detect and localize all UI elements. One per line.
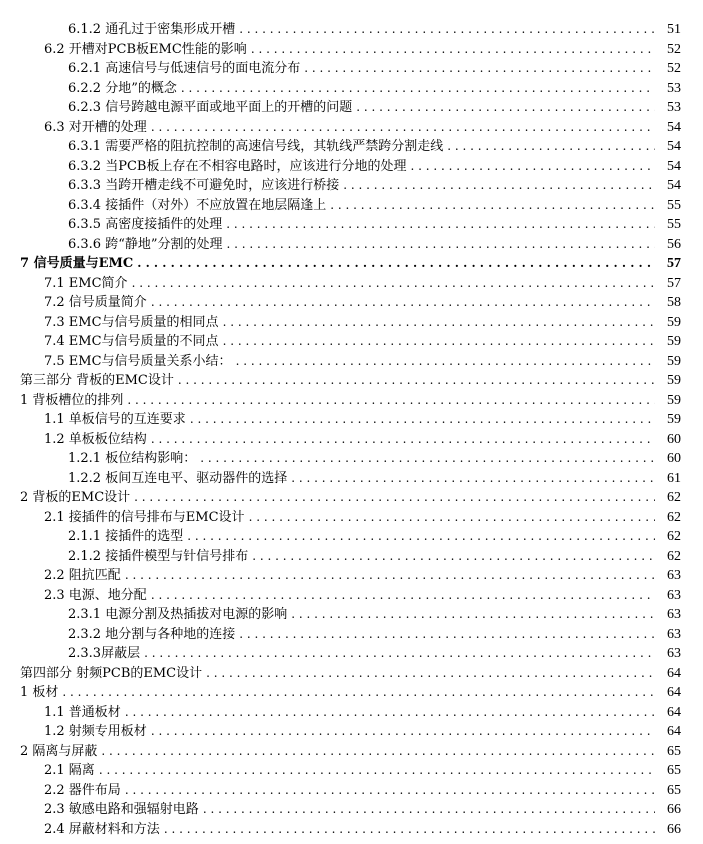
toc-entry-page: 51 xyxy=(667,22,681,37)
dot-leader xyxy=(164,820,655,840)
toc-entry-page: 60 xyxy=(667,431,681,447)
toc-entry-page: 59 xyxy=(667,412,681,427)
toc-entry-page: 63 xyxy=(667,568,681,583)
dot-leader xyxy=(132,274,655,294)
toc-entry[interactable] xyxy=(0,235,703,255)
dot-leader xyxy=(223,313,655,333)
toc-entry[interactable] xyxy=(0,527,703,547)
toc-entry-title: 7.1 EMC简介 xyxy=(0,274,132,294)
toc-entry-page: 60 xyxy=(667,451,681,466)
toc-entry[interactable] xyxy=(0,410,703,430)
dot-leader xyxy=(343,176,655,196)
dot-leader xyxy=(151,293,655,313)
toc-entry-page: 62 xyxy=(667,548,681,564)
toc-entry[interactable] xyxy=(0,449,703,469)
toc-entry-title: 1.2 单板板位结构 xyxy=(0,430,151,450)
toc-entry[interactable] xyxy=(0,586,703,606)
toc-entry-title: 第四部分 射频PCB的EMC设计 xyxy=(0,664,206,684)
toc-entry-title: 2.1 接插件的信号排布与EMC设计 xyxy=(0,508,249,528)
toc-entry-page: 62 xyxy=(667,490,681,505)
toc-entry-title: 1.2.1 板位结构影响： xyxy=(0,449,200,469)
toc-entry[interactable] xyxy=(0,430,703,450)
dot-leader xyxy=(134,488,655,508)
toc-entry[interactable] xyxy=(0,293,703,313)
dot-leader xyxy=(187,527,655,547)
dot-leader xyxy=(236,352,655,372)
toc-entry-title: 2.4 屏蔽材料和方法 xyxy=(0,820,164,840)
toc-entry-page: 63 xyxy=(667,646,681,661)
toc-entry[interactable] xyxy=(0,215,703,235)
dot-leader xyxy=(144,644,655,664)
toc-entry-page: 55 xyxy=(667,217,681,232)
toc-entry-title: 6.3 对开槽的处理 xyxy=(0,118,151,138)
toc-entry[interactable] xyxy=(0,254,703,274)
toc-entry-title: 2.1 隔离 xyxy=(0,761,99,781)
dot-leader xyxy=(251,40,655,60)
toc-entry-title: 2.3 敏感电路和强辐射电路 xyxy=(0,800,203,820)
toc-entry-page: 54 xyxy=(667,139,681,154)
dot-leader xyxy=(206,664,655,684)
toc-entry-page: 52 xyxy=(667,61,681,76)
dot-leader xyxy=(252,547,655,567)
toc-entry-page: 59 xyxy=(667,392,681,408)
toc-entry[interactable] xyxy=(0,683,703,703)
toc-entry[interactable] xyxy=(0,157,703,177)
toc-entry[interactable] xyxy=(0,781,703,801)
dot-leader xyxy=(226,215,655,235)
dot-leader xyxy=(291,605,655,625)
toc-entry-page: 63 xyxy=(667,587,681,603)
dot-leader xyxy=(239,20,655,40)
toc-entry-page: 66 xyxy=(667,802,681,817)
toc-entry-page: 54 xyxy=(667,178,681,193)
toc-entry-title: 2.3.2 地分割与各种地的连接 xyxy=(0,625,239,645)
toc-entry[interactable] xyxy=(0,118,703,138)
dot-leader xyxy=(137,254,655,274)
dot-leader xyxy=(227,235,655,255)
toc-entry-title: 7.3 EMC与信号质量的相同点 xyxy=(0,313,223,333)
dot-leader xyxy=(410,157,655,177)
toc-entry[interactable] xyxy=(0,59,703,79)
dot-leader xyxy=(249,508,655,528)
toc-entry-page: 63 xyxy=(667,626,681,642)
toc-entry[interactable] xyxy=(0,137,703,157)
dot-leader xyxy=(125,781,655,801)
dot-leader xyxy=(239,625,655,645)
dot-leader xyxy=(447,137,655,157)
dot-leader xyxy=(151,430,655,450)
toc-entry-title: 2.2 器件布局 xyxy=(0,781,125,801)
toc-entry-title: 1.1 普通板材 xyxy=(0,703,125,723)
toc-entry-title: 2 背板的EMC设计 xyxy=(0,488,134,508)
toc-entry-page: 59 xyxy=(667,314,681,330)
dot-leader xyxy=(200,449,655,469)
dot-leader xyxy=(151,722,655,742)
toc-entry-title: 6.2.1 高速信号与低速信号的面电流分布 xyxy=(0,59,304,79)
toc-entry-title: 1.2.2 板间互连电平、驱动器件的选择 xyxy=(0,469,291,489)
toc-entry[interactable] xyxy=(0,40,703,60)
toc-entry-title: 2.3 电源、地分配 xyxy=(0,586,151,606)
toc-entry[interactable] xyxy=(0,332,703,352)
toc-entry-page: 62 xyxy=(667,529,681,544)
dot-leader xyxy=(203,800,655,820)
toc-entry-page: 52 xyxy=(667,41,681,57)
toc-entry-title: 6.3.5 高密度接插件的处理 xyxy=(0,215,226,235)
dot-leader xyxy=(62,683,655,703)
toc-entry-title: 1.1 单板信号的互连要求 xyxy=(0,410,190,430)
dot-leader xyxy=(178,371,655,391)
toc-entry[interactable] xyxy=(0,605,703,625)
toc-entry-page: 53 xyxy=(667,100,681,115)
toc-entry-page: 64 xyxy=(667,665,681,681)
toc-entry-title: 6.3.4 接插件（对外）不应放置在地层隔逢上 xyxy=(0,196,330,216)
toc-entry[interactable] xyxy=(0,469,703,489)
dot-leader xyxy=(125,703,655,723)
toc-entry-title: 2 隔离与屏蔽 xyxy=(0,742,101,762)
dot-leader xyxy=(151,118,655,138)
toc-entry-page: 59 xyxy=(667,334,681,349)
toc-entry[interactable] xyxy=(0,488,703,508)
dot-leader xyxy=(125,566,655,586)
toc-entry[interactable] xyxy=(0,820,703,840)
toc-entry-page: 66 xyxy=(667,821,681,837)
toc-entry[interactable] xyxy=(0,644,703,664)
toc-entry-title: 6.2.3 信号跨越电源平面或地平面上的开槽的问题 xyxy=(0,98,356,118)
toc-entry[interactable] xyxy=(0,176,703,196)
toc-entry-page: 59 xyxy=(667,353,681,369)
toc-entry-title: 6.2 开槽对PCB板EMC性能的影响 xyxy=(0,40,251,60)
dot-leader xyxy=(223,332,655,352)
toc-entry-page: 61 xyxy=(667,470,681,486)
toc-entry[interactable] xyxy=(0,196,703,216)
toc-entry-page: 57 xyxy=(667,275,681,291)
toc-entry[interactable] xyxy=(0,98,703,118)
toc-entry-page: 56 xyxy=(667,236,681,252)
dot-leader xyxy=(291,469,655,489)
dot-leader xyxy=(356,98,655,118)
toc-entry-page: 64 xyxy=(667,724,681,739)
toc-entry-title: 1 板材 xyxy=(0,683,62,703)
toc-entry-page: 62 xyxy=(667,509,681,525)
toc-entry-title: 2.1.2 接插件模型与针信号排布 xyxy=(0,547,252,567)
toc-entry-page: 59 xyxy=(667,373,681,388)
toc-entry[interactable] xyxy=(0,566,703,586)
toc-entry-title: 7 信号质量与EMC xyxy=(0,254,137,274)
toc-entry[interactable] xyxy=(0,625,703,645)
toc-entry-page: 58 xyxy=(667,295,681,310)
toc-entry[interactable] xyxy=(0,703,703,723)
toc-entry[interactable] xyxy=(0,352,703,372)
toc-entry-page: 54 xyxy=(667,119,681,135)
toc-entry-title: 第三部分 背板的EMC设计 xyxy=(0,371,178,391)
toc-entry[interactable] xyxy=(0,761,703,781)
toc-entry[interactable] xyxy=(0,664,703,684)
toc-entry-page: 63 xyxy=(667,607,681,622)
toc-entry[interactable] xyxy=(0,79,703,99)
toc-entry[interactable] xyxy=(0,371,703,391)
toc-entry[interactable] xyxy=(0,742,703,762)
toc-entry-title: 6.2.2 分地”的概念 xyxy=(0,79,181,99)
toc-entry[interactable] xyxy=(0,722,703,742)
dot-leader xyxy=(127,391,655,411)
toc-entry-title: 6.3.3 当跨开槽走线不可避免时，应该进行桥接 xyxy=(0,176,343,196)
toc-entry-title: 2.3.1 电源分割及热插拔对电源的影响 xyxy=(0,605,291,625)
toc-entry-page: 65 xyxy=(667,743,681,759)
dot-leader xyxy=(101,742,655,762)
toc-entry[interactable] xyxy=(0,547,703,567)
table-of-contents xyxy=(0,20,703,839)
toc-entry-title: 6.3.6 跨“静地”分割的处理 xyxy=(0,235,227,255)
dot-leader xyxy=(304,59,655,79)
toc-entry-title: 2.3.3屏蔽层 xyxy=(0,644,144,664)
toc-entry[interactable] xyxy=(0,391,703,411)
toc-entry-title: 6.1.2 通孔过于密集形成开槽 xyxy=(0,20,239,40)
toc-entry[interactable] xyxy=(0,274,703,294)
dot-leader xyxy=(151,586,655,606)
toc-entry-title: 7.4 EMC与信号质量的不同点 xyxy=(0,332,223,352)
dot-leader xyxy=(99,761,655,781)
toc-entry-title: 7.2 信号质量简介 xyxy=(0,293,151,313)
toc-entry-page: 57 xyxy=(667,256,681,271)
toc-entry-page: 65 xyxy=(667,763,681,778)
toc-entry-page: 53 xyxy=(667,80,681,96)
toc-entry-page: 65 xyxy=(667,782,681,798)
toc-entry[interactable] xyxy=(0,313,703,333)
toc-entry-page: 54 xyxy=(667,158,681,174)
toc-entry-title: 1.2 射频专用板材 xyxy=(0,722,151,742)
toc-entry-title: 6.3.1 需要严格的阻抗控制的高速信号线，其轨线严禁跨分割走线 xyxy=(0,137,447,157)
dot-leader xyxy=(190,410,655,430)
dot-leader xyxy=(181,79,655,99)
toc-entry-title: 1 背板槽位的排列 xyxy=(0,391,127,411)
toc-entry-page: 64 xyxy=(667,704,681,720)
toc-entry-title: 2.1.1 接插件的选型 xyxy=(0,527,187,547)
dot-leader xyxy=(330,196,655,216)
toc-entry-title: 6.3.2 当PCB板上存在不相容电路时，应该进行分地的处理 xyxy=(0,157,410,177)
toc-entry-title: 7.5 EMC与信号质量关系小结： xyxy=(0,352,236,372)
toc-entry[interactable] xyxy=(0,508,703,528)
toc-entry[interactable] xyxy=(0,800,703,820)
toc-entry-title: 2.2 阻抗匹配 xyxy=(0,566,125,586)
toc-entry-page: 64 xyxy=(667,685,681,700)
toc-entry[interactable] xyxy=(0,20,703,40)
toc-entry-page: 55 xyxy=(667,197,681,213)
